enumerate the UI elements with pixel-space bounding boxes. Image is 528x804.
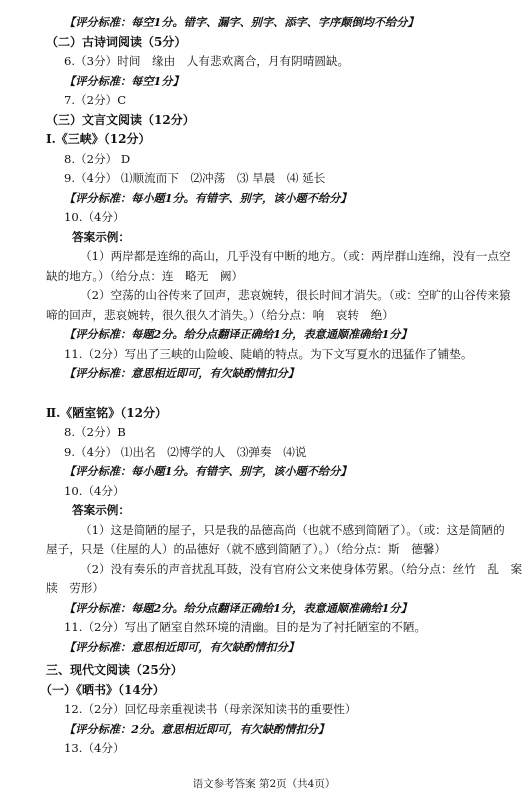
grading-criteria: 【评分标准：2分。意思相近即可，有欠缺酌情扣分】	[64, 721, 330, 736]
answer-line: 缺的地方。）（给分点：连 略无 阙）	[46, 268, 244, 283]
answer-line: （2）空荡的山谷传来了回声，悲哀婉转，很长时间才消失。（或：空旷的山谷传来猿	[80, 288, 511, 302]
answer-line: 11.（2分）写出了陋室自然环境的清幽。目的是为了衬托陋室的不陋。	[64, 620, 427, 634]
answer-line: 8.（2分） D	[64, 151, 131, 166]
answer-line: （1）这是简陋的屋子，只是我的品德高尚（也就不感到简陋了）。（或：这是简陋的	[80, 522, 505, 537]
answer-line: （2）没有奏乐的声音扰乱耳鼓，没有官府公文来使身体劳累。（给分点：丝竹 乱 案	[80, 561, 523, 576]
grading-criteria: 【评分标准：每空1分】	[64, 73, 184, 88]
subsection-heading: Ⅱ.《陋室铭》（12分）	[46, 405, 167, 420]
grading-criteria: 【评分标准：意思相近即可，有欠缺酌情扣分】	[64, 366, 299, 380]
answer-line: 9.（4分） ⑴出名 ⑵博学的人 ⑶弹奏 ⑷说	[64, 444, 307, 459]
section-heading: （三）文言文阅读（12分）	[46, 112, 195, 127]
answer-line: 屋子，只是（住屋的人）的品德好（就不感到简陋了）。）（给分点：斯 德馨）	[46, 542, 446, 556]
answer-line: 啼的回声，悲哀婉转，很久很久才消失。）（给分点：响 哀转 绝）	[46, 307, 394, 322]
answer-line: 12.（2分）回忆母亲重视读书（母亲深知读书的重要性）	[64, 702, 357, 716]
grading-criteria: 【评分标准：意思相近即可，有欠缺酌情扣分】	[64, 639, 299, 654]
answer-line: 10.（4分）	[64, 210, 125, 224]
section-heading: （二）古诗词阅读（5分）	[46, 34, 187, 49]
answer-example-label: 答案示例：	[72, 229, 130, 244]
grading-criteria: 【评分标准：每题2分。给分点翻译正确给1分，表意通顺准确给1分】	[64, 600, 412, 615]
answer-line: 8.（2分）B	[64, 425, 126, 439]
section-heading: 三、现代文阅读（25分）	[46, 663, 183, 677]
answer-line: 牍 劳形）	[46, 581, 104, 595]
answer-line: 10.（4分）	[64, 483, 125, 498]
answer-line: 13.（4分）	[64, 741, 125, 755]
answer-line: 6.（3分）时间 缘由 人有悲欢离合，月有阴晴圆缺。	[64, 54, 350, 68]
answer-line: 9.（4分） ⑴顺流而下 ⑵冲荡 ⑶ 旱晨 ⑷ 延长	[64, 171, 326, 185]
answer-example-label: 答案示例：	[72, 503, 130, 517]
answer-line: （1）两岸都是连绵的高山，几乎没有中断的地方。（或：两岸群山连绵，没有一点空	[80, 249, 511, 263]
grading-criteria: 【评分标准：每小题1分。有错字、别字，该小题不给分】	[64, 190, 352, 205]
grading-criteria: 【评分标准：每小题1分。有错字、别字，该小题不给分】	[64, 464, 352, 478]
grading-criteria: 【评分标准：每空1分。错字、漏字、别字、添字、字序颠倒均不给分】	[64, 15, 419, 29]
answer-line: 7.（2分）C	[64, 93, 127, 107]
subsection-heading: Ⅰ.《三峡》（12分）	[46, 132, 151, 146]
answer-line: 11.（2分）写出了三峡的山险峻、陡峭的特点。为下文写夏水的迅猛作了铺垫。	[64, 346, 473, 361]
page-footer: 语文参考答案 第2页（共4页）	[192, 778, 336, 790]
grading-criteria: 【评分标准：每题2分。给分点翻译正确给1分，表意通顺准确给1分】	[64, 327, 412, 341]
subsection-heading: （一）《晒书》（14分）	[40, 682, 165, 697]
